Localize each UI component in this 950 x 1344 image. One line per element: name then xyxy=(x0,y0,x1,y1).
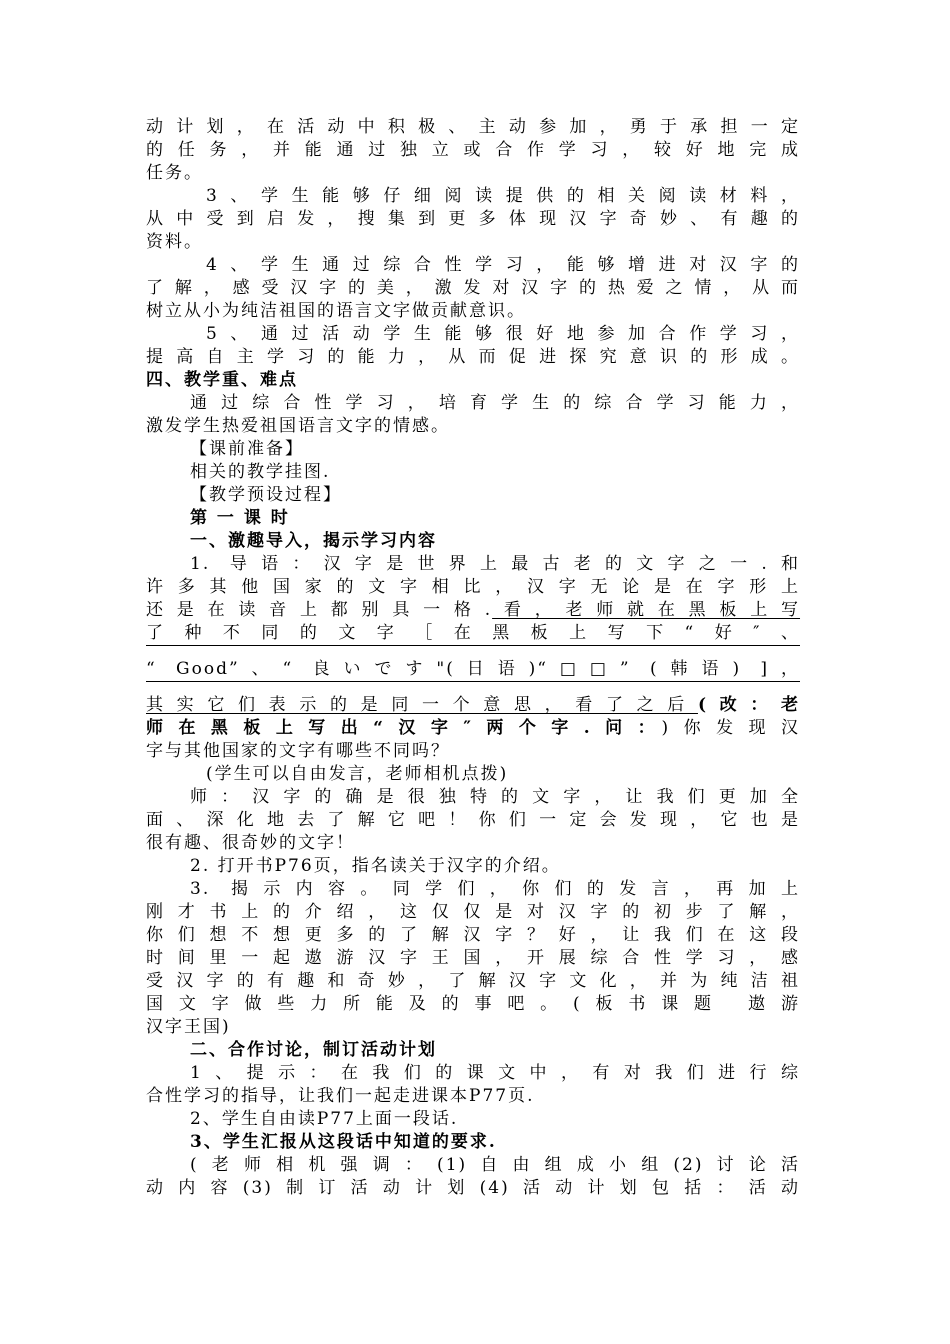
text-line: 5、通过活动学生能够很好地参加合作学习， xyxy=(206,324,800,344)
text-line: 通过综合性学习，培育学生的综合学习能力， xyxy=(190,393,800,413)
text-line xyxy=(146,599,800,622)
text-line: 汉字王国) xyxy=(146,1017,231,1037)
revised-text: 其实它们表示的是同一个意思，看了之后 xyxy=(146,695,698,715)
document-page xyxy=(146,116,800,1200)
section-heading: 一、激趣导入，揭示学习内容 xyxy=(190,531,437,551)
text-line: 了解，感受汉字的美，激发对汉字的热爱之情，从而 xyxy=(146,278,800,298)
text-line: 合性学习的指导，让我们一起走进课本P77页. xyxy=(146,1086,535,1106)
text-line xyxy=(146,694,800,717)
text-line: 许多其他国家的文字相比，汉字无论是在字形上 xyxy=(146,577,800,597)
revised-text-line: “ Good”、“ 良いです"(日语)“□□” (韩语) ]， xyxy=(146,658,800,682)
text-line: 动内容(3)制订活动计划(4)活动计划包括：活动 xyxy=(146,1178,800,1198)
text-line: 树立从小为纯洁祖国的语言文字做贡献意识。 xyxy=(146,301,526,321)
text-line: 1、提示：在我们的课文中，有对我们进行综 xyxy=(190,1063,800,1083)
text-line: 时间里一起遨游汉字王国，开展综合性学习，感 xyxy=(146,948,800,968)
revision-note: (改：老 xyxy=(697,695,801,715)
text-line: 3. 揭示内容。同学们，你们的发言，再加上 xyxy=(190,879,800,899)
section-label: 【课前准备】 xyxy=(190,439,304,459)
text-line: 相关的教学挂图. xyxy=(190,462,331,482)
lesson-heading: 第 一 课 时 xyxy=(190,508,290,528)
text-line: 很有趣、很奇妙的文字！ xyxy=(146,833,355,853)
text-line: 1. 导语：汉字是世界上最古老的文字之一.和 xyxy=(190,554,800,574)
text-span: 还是在读音上都别具一格. xyxy=(146,600,493,620)
text-line: 资料。 xyxy=(146,232,203,252)
text-line xyxy=(146,717,800,740)
text-line: 4、学生通过综合性学习，能够增进对汉字的 xyxy=(206,255,800,275)
text-line: 从中受到启发，搜集到更多体现汉字奇妙、有趣的 xyxy=(146,209,800,229)
text-line: (学生可以自由发言，老师相机点拨) xyxy=(206,764,509,784)
text-line: 国文字做些力所能及的事吧。(板书课题 遨游 xyxy=(146,994,800,1014)
revision-note: 师在黑板上写出“汉字″两个字.问： xyxy=(146,718,662,738)
text-line: (老师相机强调：(1)自由组成小组(2)讨论活 xyxy=(190,1155,800,1175)
section-label: 【教学预设过程】 xyxy=(190,485,342,505)
section-heading: 四、教学重、难点 xyxy=(146,370,298,390)
revised-text: 看，老师就在黑板上写 xyxy=(492,600,801,620)
text-line: 动计划，在活动中积极、主动参加，勇于承担一定 xyxy=(146,117,800,137)
text-line: 3、学生汇报从这段话中知道的要求. xyxy=(190,1132,497,1152)
text-line: 受汉字的有趣和奇妙，了解汉字文化，并为纯洁祖 xyxy=(146,971,800,991)
text-span: )你发现汉 xyxy=(661,718,801,738)
section-heading: 二、合作讨论，制订活动计划 xyxy=(190,1040,437,1060)
text-line: 任务。 xyxy=(146,163,203,183)
text-line: 2. 打开书P76页，指名读关于汉字的介绍。 xyxy=(190,856,561,876)
text-line: 你们想不想更多的了解汉字？好，让我们在这段 xyxy=(146,925,800,945)
revised-text-line: 了种不同的文字［在黑板上写下“好″、 xyxy=(146,622,800,646)
text-line: 字与其他国家的文字有哪些不同吗？ xyxy=(146,741,450,761)
text-line: 面、深化地去了解它吧！你们一定会发现，它也是 xyxy=(146,810,800,830)
line-gap xyxy=(146,682,800,694)
text-line: 的任务，并能通过独立或合作学习，较好地完成 xyxy=(146,140,800,160)
text-line: 提高自主学习的能力，从而促进探究意识的形成。 xyxy=(146,347,800,367)
text-line: 激发学生热爱祖国语言文字的情感。 xyxy=(146,416,450,436)
line-gap xyxy=(146,646,800,658)
text-line: 3、学生能够仔细阅读提供的相关阅读材料， xyxy=(206,186,800,206)
text-line: 刚才书上的介绍，这仅仅是对汉字的初步了解， xyxy=(146,902,800,922)
text-line: 2、学生自由读P77上面一段话. xyxy=(190,1109,459,1129)
text-line: 师：汉字的确是很独特的文字，让我们更加全 xyxy=(190,787,800,807)
